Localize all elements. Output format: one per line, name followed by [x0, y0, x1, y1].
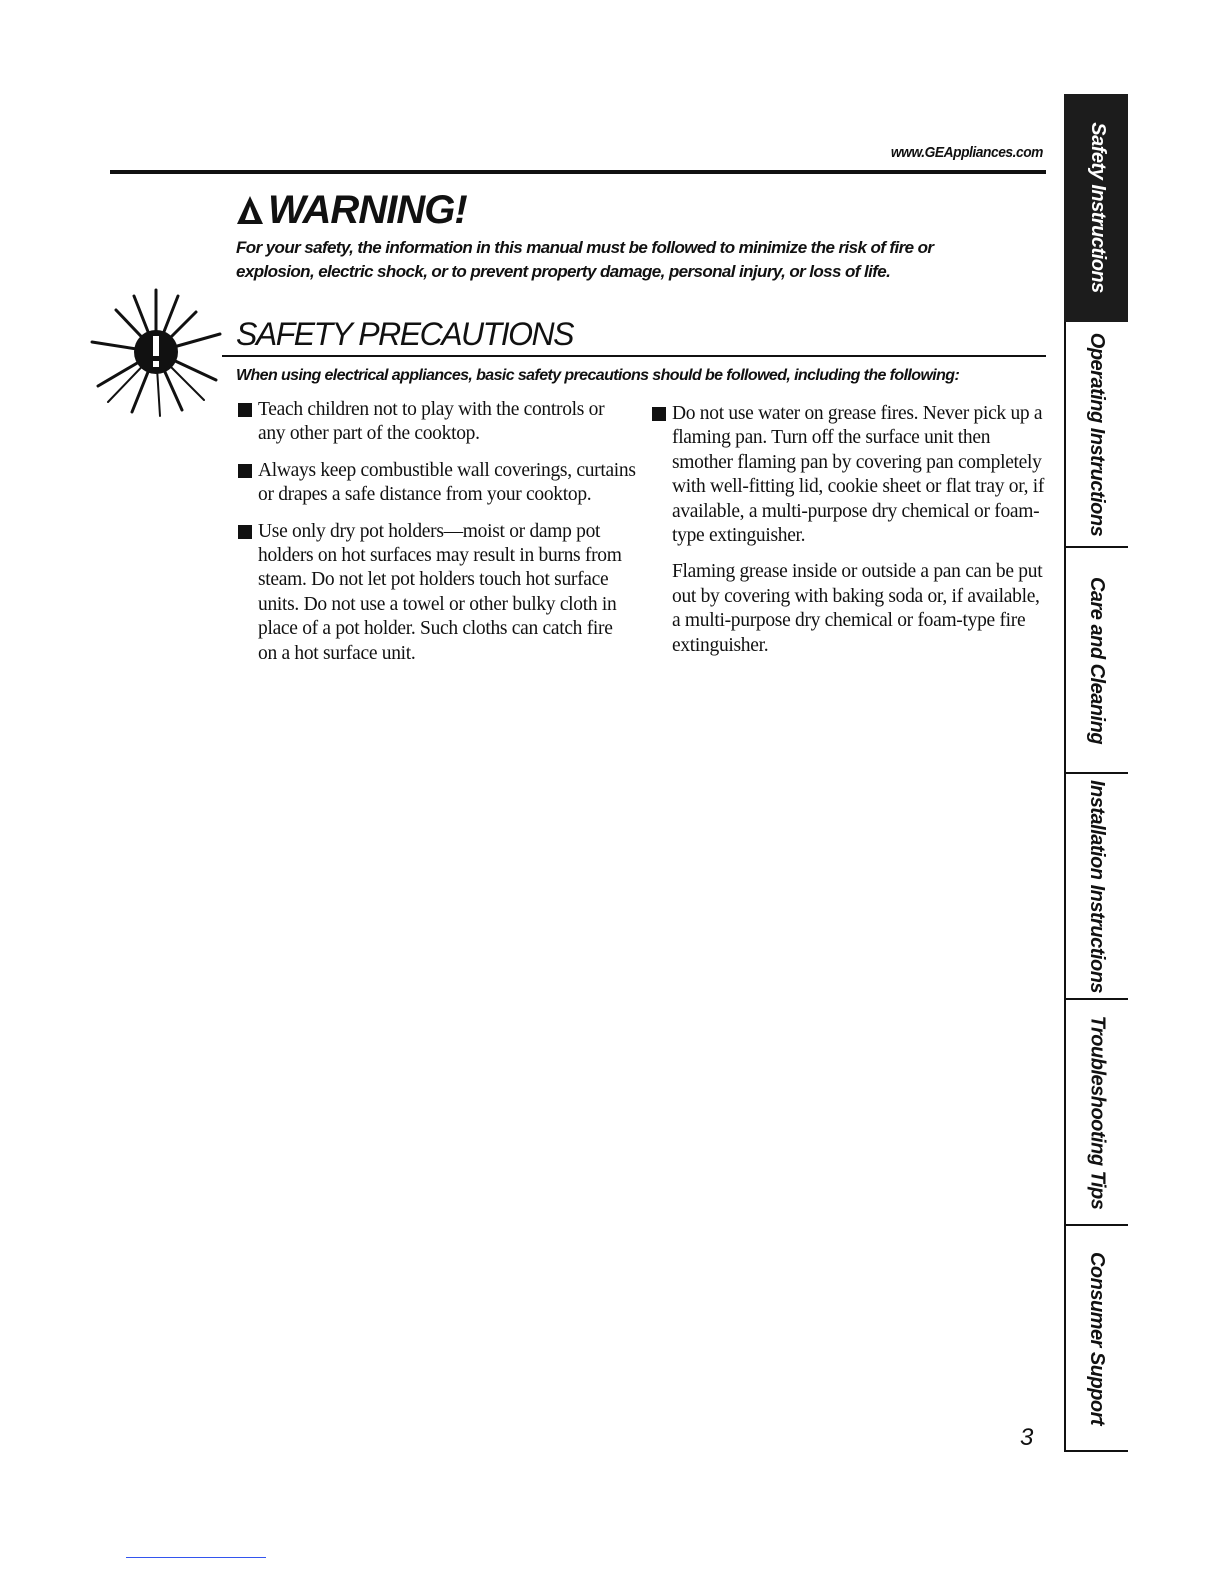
tab-operating-instructions[interactable] — [1064, 322, 1128, 548]
bullet-text: Use only dry pot holders—moist or damp pot holders on hot surfaces may result in burns from steam. Do not let pot holders touch hot surface units. Do not use a towel or other bulky cloth in place of a pot holder. Such cloths can catch fire on a hot surface unit. — [258, 520, 622, 664]
tab-label: Troubleshooting Tips — [1086, 1015, 1109, 1209]
warning-title: WARNING! — [268, 188, 467, 232]
page-number: 3 — [1020, 1424, 1034, 1451]
tab-troubleshooting-tips[interactable] — [1064, 1000, 1128, 1226]
tab-label: Safety Instructions — [1086, 121, 1109, 293]
tab-care-and-cleaning[interactable] — [1064, 548, 1128, 774]
section-rule — [222, 355, 1046, 357]
bullet-item — [650, 402, 1045, 548]
warning-heading — [236, 188, 467, 232]
bullet-square-icon — [238, 464, 252, 478]
flaming-grease-paragraph: Flaming grease inside or outside a pan can be put out by covering with baking soda or, if available, a multi-purpose dry chemical or foam-type fire extinguisher. — [672, 561, 1043, 656]
tab-label: Installation Instructions — [1086, 779, 1109, 993]
bullet-text: Always keep combustible wall coverings, curtains or drapes a safe distance from your cooktop. — [258, 459, 636, 506]
safety-intro: When using electrical appliances, basic safety precautions should be followed, including the following: — [236, 367, 960, 384]
tab-safety-instructions[interactable] — [1064, 94, 1128, 322]
tab-label: Care and Cleaning — [1086, 576, 1109, 744]
website-url: www.GEAppliances.com — [890, 144, 1043, 161]
tab-label: Consumer Support — [1086, 1251, 1109, 1425]
bullet-item — [236, 398, 636, 447]
warning-triangle-icon — [236, 194, 264, 226]
top-rule — [110, 170, 1046, 174]
footer-rule — [126, 1557, 266, 1558]
bullet-square-icon — [238, 403, 252, 417]
section-tabs — [1064, 94, 1131, 1452]
burst-icon — [86, 282, 226, 422]
bullet-item — [236, 520, 636, 666]
tab-consumer-support[interactable] — [1064, 1226, 1128, 1452]
bullet-item — [236, 459, 636, 508]
bullet-text: Teach children not to play with the controls or any other part of the cooktop. — [258, 399, 605, 445]
tab-installation-instructions[interactable] — [1064, 774, 1128, 1000]
bullet-square-icon — [238, 525, 252, 539]
left-column — [236, 398, 636, 678]
warning-text: For your safety, the information in this manual must be followed to minimize the risk of fire or explosion, electric shock, or to prevent property damage, personal injury, or loss of life. — [236, 238, 934, 281]
bullet-text: Do not use water on grease fires. Never pick up a flaming pan. Turn off the surface unit then smother flaming pan by covering pan completely with well-fitting lid, cookie sheet or flat tray or, if available, a multi-purpose dry chemical or foam-type extinguisher. — [672, 403, 1045, 547]
tab-label: Operating Instructions — [1086, 332, 1109, 536]
safety-precautions-title: SAFETY PRECAUTIONS — [236, 316, 573, 352]
right-column — [650, 402, 1045, 658]
bullet-square-icon — [652, 407, 666, 421]
